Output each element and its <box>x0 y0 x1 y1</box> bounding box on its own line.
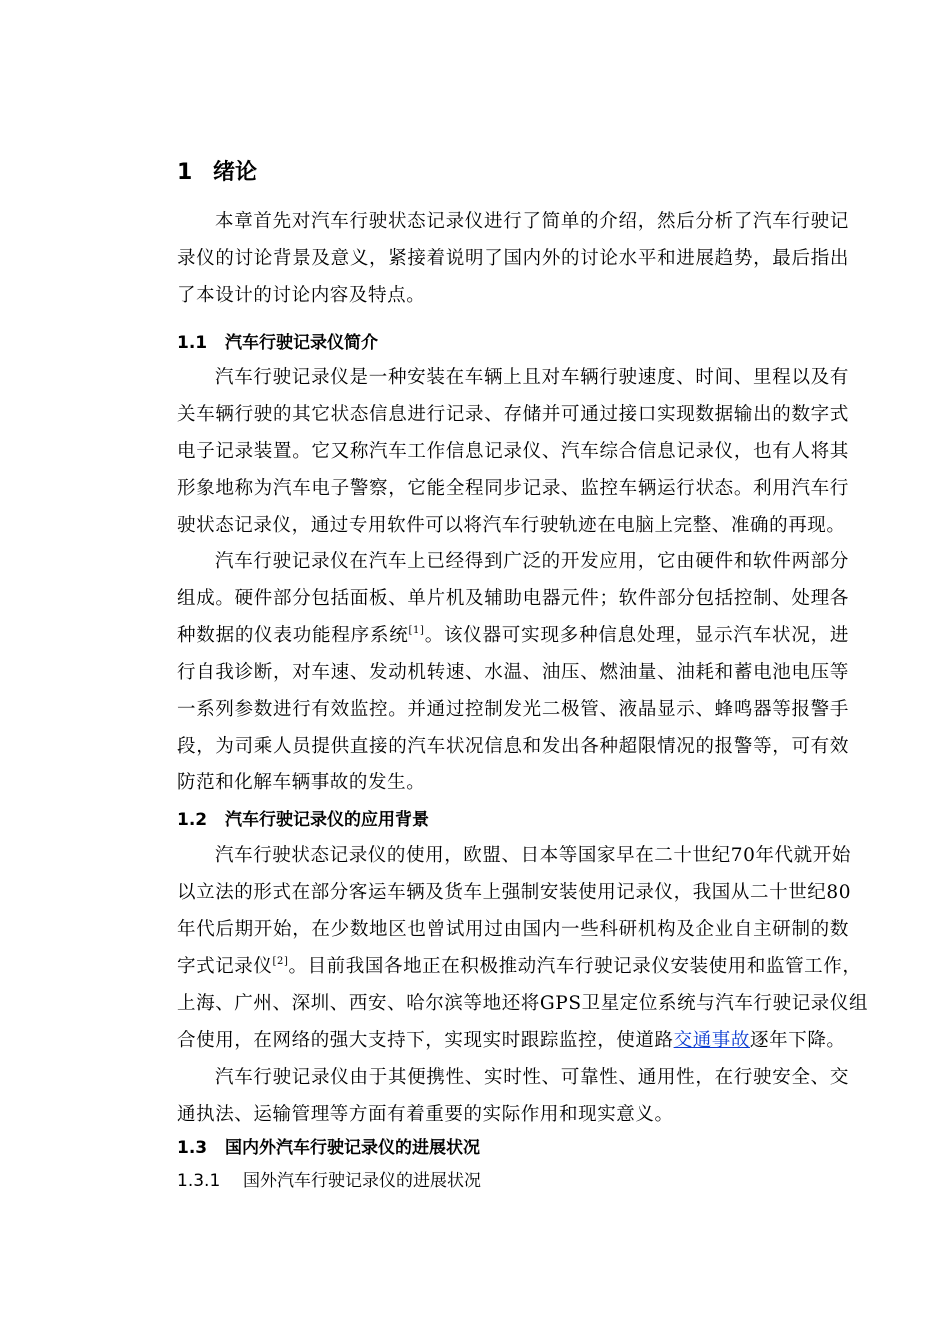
citation-ref-2: [2] <box>272 955 289 967</box>
text-line: 电子记录装置。它又称汽车工作信息记录仪、汽车综合信息记录仪，也有人将其 <box>177 440 849 462</box>
section-heading-1-2 <box>177 807 429 833</box>
text-line <box>177 949 862 986</box>
citation-ref-1: [1] <box>408 624 425 636</box>
text-line: 汽车行驶记录仪是一种安装在车辆上且对车辆行驶速度、时间、里程以及有 <box>215 367 849 388</box>
section-heading-1-1 <box>177 330 378 356</box>
intro-paragraph <box>177 204 849 315</box>
traffic-accident-link[interactable]: 交通事故 <box>673 1029 751 1051</box>
text-segment: 合使用，在网络的强大支持下，实现实时跟踪监控，使道路 <box>177 1029 674 1051</box>
section-title: 汽车行驶记录仪简介 <box>225 333 378 353</box>
text-line: 汽车行驶状态记录仪的使用，欧盟、日本等国家早在二十世纪70年代就开始 <box>215 845 851 866</box>
section-number: 1.2 <box>177 810 208 830</box>
text-line <box>177 618 849 655</box>
text-line: 驶状态记录仪，通过专用软件可以将汽车行驶轨迹在电脑上完整、准确的再现。 <box>177 514 846 536</box>
section-1-1-paragraph-2 <box>177 544 849 802</box>
text-line: 上海、广州、深圳、西安、哈尔滨等地还将GPS卫星定位系统与汽车行驶记录仪组 <box>177 992 869 1014</box>
text-line: 本章首先对汽车行驶状态记录仪进行了简单的介绍，然后分析了汽车行驶记 <box>215 211 849 232</box>
text-line <box>177 1023 849 1060</box>
text-line: 以立法的形式在部分客运车辆及货车上强制安装使用记录仪，我国从二十世纪80 <box>177 881 852 903</box>
section-number: 1.3 <box>177 1138 208 1158</box>
text-line: 段，为司乘人员提供直接的汽车状况信息和发出各种超限情况的报警等，可有效 <box>177 735 849 757</box>
chapter-number: 1 <box>177 160 193 185</box>
section-title: 国内外汽车行驶记录仪的进展状况 <box>225 1138 480 1158</box>
text-segment: 。该仪器可实现多种信息处理，显示汽车状况，进 <box>424 624 850 646</box>
text-line: 年代后期开始，在少数地区也曾试用过由国内一些科研机构及企业自主研制的数 <box>177 918 849 940</box>
subsection-title: 国外汽车行驶记录仪的进展状况 <box>243 1171 481 1191</box>
text-line: 行自我诊断，对车速、发动机转速、水温、油压、燃油量、油耗和蓄电池电压等 <box>177 661 849 683</box>
section-1-2-paragraph-1 <box>177 838 869 1059</box>
text-line: 汽车行驶记录仪在汽车上已经得到广泛的开发应用，它由硬件和软件两部分 <box>215 551 849 572</box>
text-line: 防范和化解车辆事故的发生。 <box>177 772 426 794</box>
section-1-2-paragraph-2 <box>177 1060 849 1134</box>
section-title: 汽车行驶记录仪的应用背景 <box>225 810 429 830</box>
text-line: 录仪的讨论背景及意义，紧接着说明了国内外的讨论水平和进展趋势，最后指出 <box>177 247 849 269</box>
text-line: 一系列参数进行有效监控。并通过控制发光二极管、液晶显示、蜂鸣器等报警手 <box>177 698 849 720</box>
text-line: 通执法、运输管理等方面有着重要的实际作用和现实意义。 <box>177 1103 674 1125</box>
text-line: 汽车行驶记录仪由于其便携性、实时性、可靠性、通用性，在行驶安全、交 <box>215 1067 849 1088</box>
subsection-number: 1.3.1 <box>177 1171 221 1191</box>
chapter-heading <box>177 157 257 189</box>
section-1-1-paragraph-1 <box>177 360 849 545</box>
text-line: 关车辆行驶的其它状态信息进行记录、存储并可通过接口实现数据输出的数字式 <box>177 403 849 425</box>
text-segment: 种数据的仪表功能程序系统 <box>177 624 409 646</box>
subsection-heading-1-3-1 <box>177 1168 481 1194</box>
text-segment: 字式记录仪 <box>177 955 273 977</box>
chapter-title: 绪论 <box>213 160 258 185</box>
text-segment: 逐年下降。 <box>750 1029 846 1051</box>
section-number: 1.1 <box>177 333 208 353</box>
text-line: 了本设计的讨论内容及特点。 <box>177 284 426 306</box>
section-heading-1-3 <box>177 1135 480 1161</box>
text-segment: 。目前我国各地正在积极推动汽车行驶记录仪安装使用和监管工作， <box>288 955 862 977</box>
text-line: 形象地称为汽车电子警察，它能全程同步记录、监控车辆运行状态。利用汽车行 <box>177 477 849 499</box>
text-line: 组成。硬件部分包括面板、单片机及辅助电器元件；软件部分包括控制、处理各 <box>177 587 849 609</box>
